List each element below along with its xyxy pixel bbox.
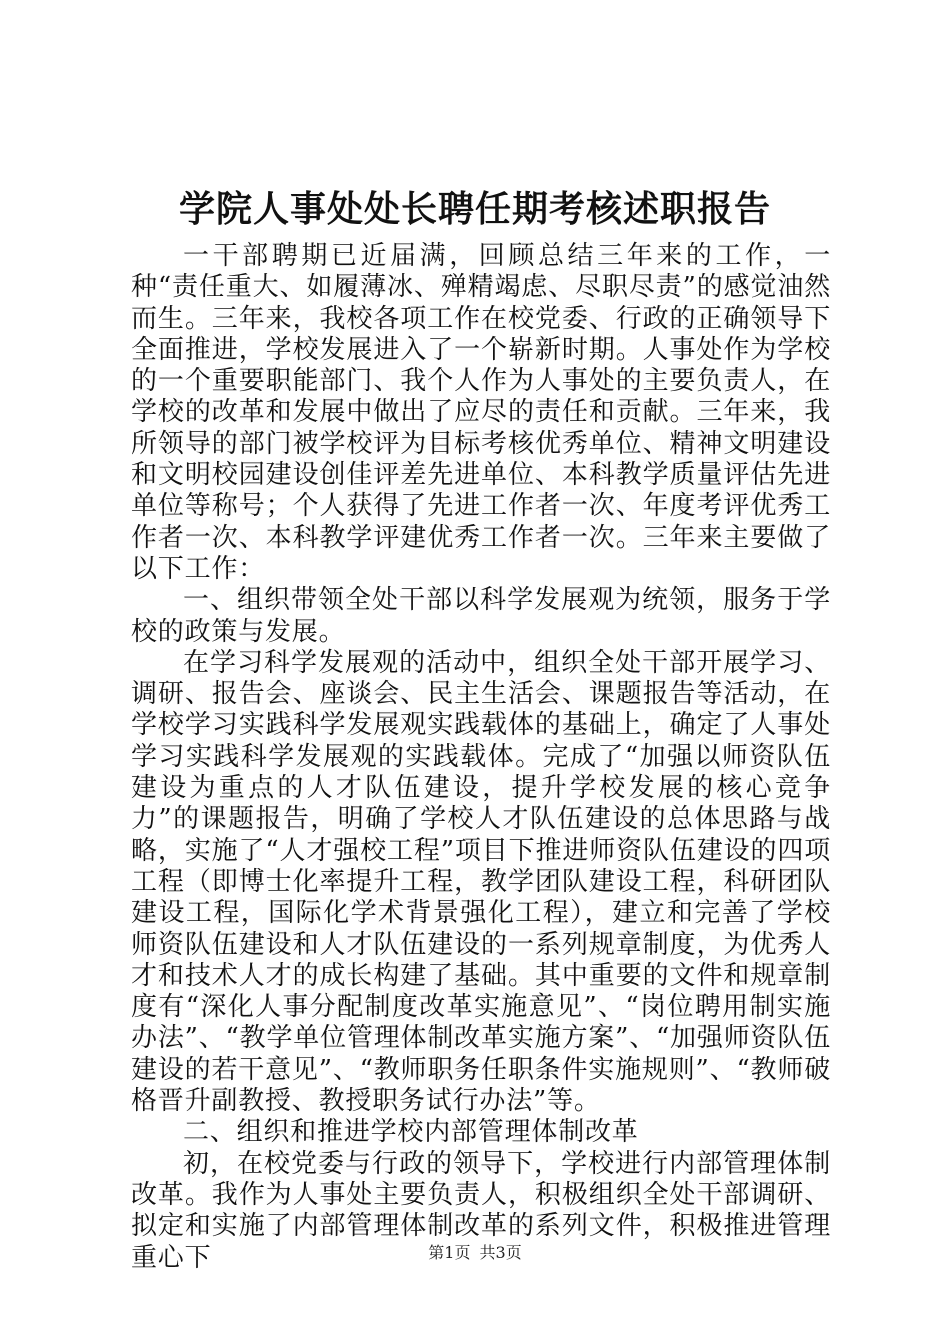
paragraph-section-1-body: 在学习科学发展观的活动中，组织全处干部开展学习、调研、报告会、座谈会、民主生活会、课题报告等活动，在学校学习实践科学发展观实践载体的基础上，确定了人事处学习实践科学发展观的实践载体。完成了“加强以师资队伍建设为重点的人才队伍建设，提升学校发展的核心竞争力”的课题报告，明确了学校人才队伍建设的总体思路与战略，实施了“人才强校工程”项目下推进师资队伍建设的四项工程（即博士化率提升工程，教学团队建设工程，科研团队建设工程，国际化学术背景强化工程），建立和完善了学校师资队伍建设和人才队伍建设的一系列规章制度，为优秀人才和技术人才的成长构建了基础。其中重要的文件和规章制度有“深化人事分配制度改革实施意见”、“岗位聘用制实施办法”、“教学单位管理体制改革实施方案”、“加强师资队伍建设的若干意见”、“教师职务任职条件实施规则”、“教师破格晋升副教授、教授职务试行办法”等。 [131, 647, 831, 1117]
page-total: 共3页 [479, 1243, 522, 1262]
page-number: 第1页 [428, 1243, 471, 1262]
paragraph-intro: 一干部聘期已近届满，回顾总结三年来的工作，一种“责任重大、如履薄冰、殚精竭虑、尽职尽责”的感觉油然而生。三年来，我校各项工作在校党委、行政的正确领导下全面推进，学校发展进入了一个崭新时期。人事处作为学校的一个重要职能部门、我个人作为人事处的主要负责人，在学校的改革和发展中做出了应尽的责任和贡献。三年来，我所领导的部门被学校评为目标考核优秀单位、精神文明建设和文明校园建设创佳评差先进单位、本科教学质量评估先进单位等称号；个人获得了先进工作者一次、年度考评优秀工作者一次、本科教学评建优秀工作者一次。三年来主要做了以下工作： [131, 241, 831, 584]
document-title: 学院人事处处长聘任期考核述职报告 [178, 188, 771, 230]
page-footer [0, 1243, 950, 1263]
paragraph-section-1-heading: 一、组织带领全处干部以科学发展观为统领，服务于学校的政策与发展。 [131, 585, 831, 647]
document-body [131, 241, 831, 1274]
paragraph-section-2-body: 初，在校党委与行政的领导下，学校进行内部管理体制改革。我作为人事处主要负责人，积极组织全处干部调研、拟定和实施了内部管理体制改革的系列文件，积极推进管理重心下 [131, 1148, 831, 1273]
paragraph-section-2-heading: 二、组织和推进学校内部管理体制改革 [183, 1117, 639, 1148]
